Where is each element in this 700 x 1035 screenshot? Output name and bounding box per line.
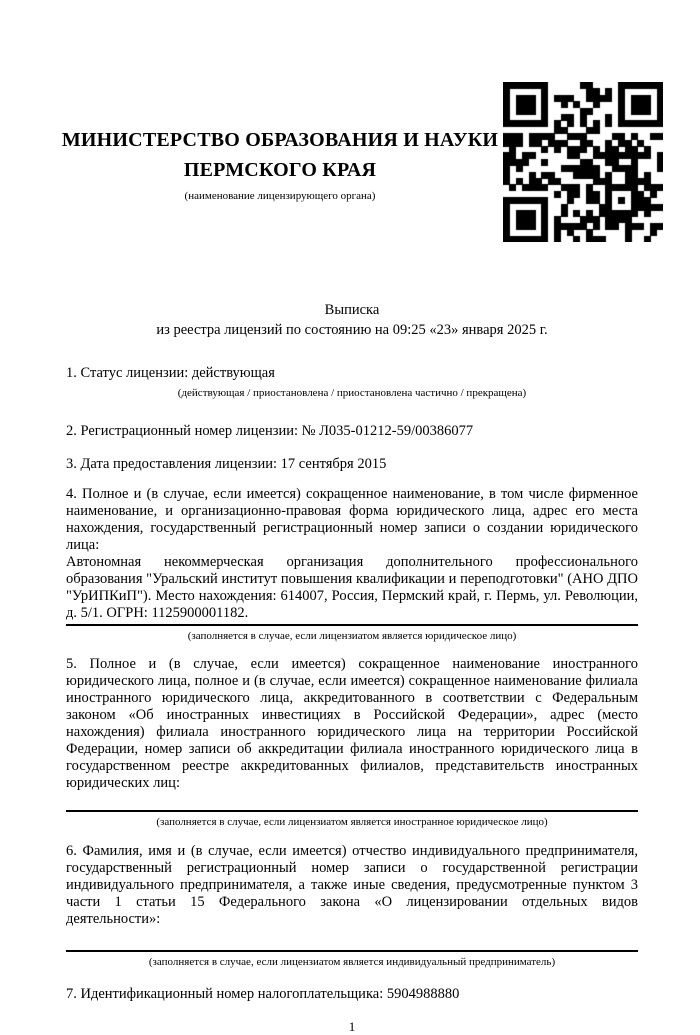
qr-code-icon bbox=[503, 82, 663, 242]
item-6-caption: (заполняется в случае, если лицензиатом является индивидуальный предприниматель) bbox=[148, 956, 556, 968]
licensing-authority-block bbox=[40, 125, 520, 203]
item-4-blank-field-rule bbox=[66, 624, 638, 626]
item-2-registration-number: 2. Регистрационный номер лицензии: № Л035-01212-59/00386077 bbox=[66, 423, 474, 439]
item-5-foreign-entity-label: 5. Полное и (в случае, если имеется) сокращенное наименование иностранного юридического лица, полное и (в случае, если имеется) сокращенное наименование филиала иностранного юридического лица, аккредитованного в соответствии с Федеральным законом «Об иностранных инвестициях в Российской Федерации», адрес (место нахождения) филиала иностранного юридического лица на территории Российской Федерации, номер записи об аккредитации филиала иностранного юридического лица в государственном реестре аккредитованных филиалов, представительств иностранных юридических лиц: bbox=[66, 656, 638, 791]
item-1-license-status: 1. Статус лицензии: действующая bbox=[66, 365, 275, 381]
item-4-legal-entity-value: Автономная некоммерческая организация дополнительного профессионального образования "Уральский институт повышения квалификации и переподготовки" (АНО ДПО "УрИПКиП"). Место нахождения: 614007, Россия, Пермский край, г. Пермь, ул. Революции, д. 5/1. ОГРН: 1125900001182. bbox=[66, 554, 638, 621]
document-title-line1: Выписка bbox=[324, 302, 380, 318]
document-title-line2: из реестра лицензий по состоянию на 09:25 «23» января 2025 г. bbox=[156, 322, 548, 338]
document-title bbox=[66, 300, 638, 340]
item-5-blank-field-rule bbox=[66, 810, 638, 812]
document-body bbox=[66, 242, 638, 1035]
document-header bbox=[0, 0, 700, 242]
item-5-caption: (заполняется в случае, если лицензиатом является иностранное юридическое лицо) bbox=[156, 816, 548, 828]
item-1-caption: (действующая / приостановлена / приостановлена частично / прекращена) bbox=[177, 387, 527, 399]
item-7-taxpayer-number: 7. Идентификационный номер налогоплательщика: 5904988880 bbox=[66, 986, 460, 1002]
item-6-blank-field-rule bbox=[66, 950, 638, 952]
item-3-license-date: 3. Дата предоставления лицензии: 17 сентября 2015 bbox=[66, 456, 387, 472]
item-6-entrepreneur-label: 6. Фамилия, имя и (в случае, если имеется) отчество индивидуального предпринимателя, государственный регистрационный номер записи о государственной регистрации индивидуального предпринимателя, а также иные сведения, предусмотренные пунктом 3 части 1 статьи 15 Федерального закона «О лицензировании отдельных видов деятельности»: bbox=[66, 843, 638, 927]
item-4-caption: (заполняется в случае, если лицензиатом является юридическое лицо) bbox=[187, 630, 517, 642]
item-4-legal-entity-label: 4. Полное и (в случае, если имеется) сокращенное наименование, в том числе фирменное наименование, и организационно-правовая форма юридического лица, адрес его места нахождения, государственный регистрационный номер записи о создании юридического лица: bbox=[66, 486, 638, 553]
ministry-name-caption: (наименование лицензирующего органа) bbox=[184, 190, 376, 202]
ministry-name-line2: ПЕРМСКОГО КРАЯ bbox=[183, 159, 377, 181]
ministry-name-line1: МИНИСТЕРСТВО ОБРАЗОВАНИЯ И НАУКИ bbox=[61, 129, 499, 151]
page-number: 1 bbox=[348, 1019, 356, 1034]
